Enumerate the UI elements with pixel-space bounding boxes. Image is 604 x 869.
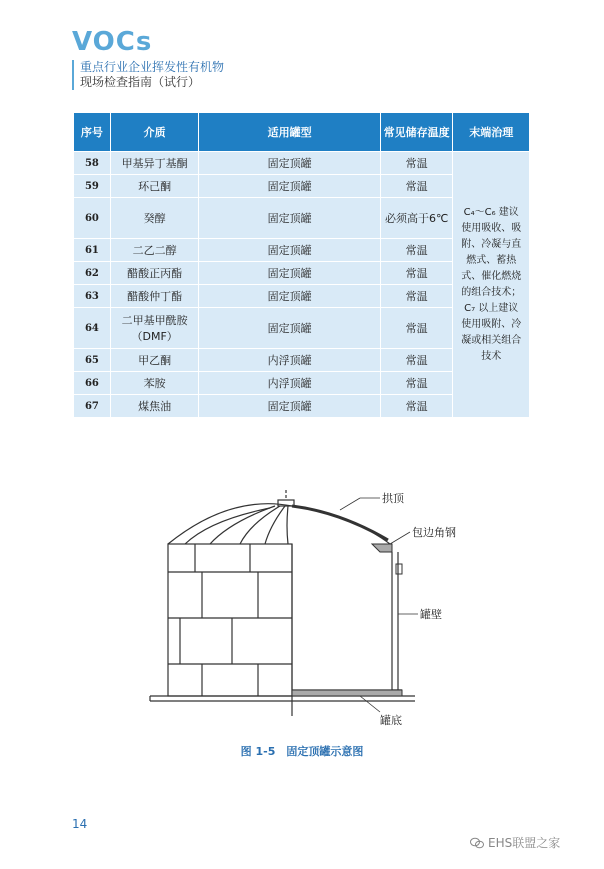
page-number: 14	[72, 817, 88, 831]
cell-treatment	[453, 152, 529, 417]
cell-medium: 环己酮	[111, 175, 199, 197]
cell-tank: 固定顶罐	[199, 152, 379, 174]
cell-no: 65	[74, 349, 110, 371]
cell-temp: 常温	[381, 175, 453, 197]
cell-temp: 必须高于6℃	[381, 198, 453, 238]
header-tank-type: 适用罐型	[199, 113, 379, 151]
header-temperature: 常见储存温度	[381, 113, 453, 151]
cell-no: 58	[74, 152, 110, 174]
treatment-line: 式、催化燃烧	[461, 270, 522, 282]
label-bottom: 罐底	[380, 714, 402, 727]
angle-steel	[372, 544, 392, 552]
cell-tank: 固定顶罐	[199, 395, 379, 417]
cell-tank: 固定顶罐	[199, 262, 379, 284]
cell-no: 60	[74, 198, 110, 238]
dome-roof	[168, 490, 390, 544]
cell-temp: 常温	[381, 262, 453, 284]
header-no: 序号	[74, 113, 110, 151]
page-header	[72, 28, 224, 90]
label-wall: 罐壁	[420, 608, 442, 621]
table-header-row	[74, 113, 529, 151]
treatment-line: C₄～C₆ 建议	[463, 206, 519, 218]
cell-medium: 二乙二醇	[111, 239, 199, 261]
brand-title: VOCs	[72, 27, 153, 57]
cell-medium: 煤焦油	[111, 395, 199, 417]
voc-table	[73, 112, 530, 418]
cell-medium: 苯胺	[111, 372, 199, 394]
subtitle-line2: 现场检查指南（试行）	[80, 75, 201, 89]
cell-temp: 常温	[381, 349, 453, 371]
cell-tank: 固定顶罐	[199, 285, 379, 307]
tank-cutaway-plates	[168, 544, 292, 696]
cell-tank: 固定顶罐	[199, 175, 379, 197]
treatment-line: 使用吸附、冷	[461, 318, 522, 330]
cell-tank: 内浮顶罐	[199, 372, 379, 394]
cell-medium: 甲基异丁基酮	[111, 152, 199, 174]
cell-medium: 癸醇	[111, 198, 199, 238]
cell-temp: 常温	[381, 372, 453, 394]
cell-tank: 固定顶罐	[199, 308, 379, 348]
fixed-roof-tank-diagram	[140, 484, 470, 734]
subtitle-block	[72, 60, 224, 90]
header-treatment: 末端治理	[453, 113, 529, 151]
watermark-text: EHS联盟之家	[488, 836, 561, 850]
watermark	[470, 834, 560, 851]
cell-temp: 常温	[381, 395, 453, 417]
cell-medium: 二甲基甲酰胺（DMF）	[111, 308, 199, 348]
wechat-icon	[470, 837, 484, 849]
cell-medium: 甲乙酮	[111, 349, 199, 371]
treatment-line: C₇ 以上建议	[464, 302, 519, 314]
cell-medium: 醋酸仲丁酯	[111, 285, 199, 307]
figure-caption: 图 1-5 固定顶罐示意图	[240, 745, 364, 758]
cell-tank: 固定顶罐	[199, 239, 379, 261]
cell-no: 67	[74, 395, 110, 417]
cell-temp: 常温	[381, 285, 453, 307]
cell-no: 62	[74, 262, 110, 284]
cell-tank: 固定顶罐	[199, 198, 379, 238]
cell-no: 61	[74, 239, 110, 261]
treatment-line: 燃式、蓄热	[466, 254, 517, 266]
cell-no: 66	[74, 372, 110, 394]
treatment-line: 使用吸收、吸	[461, 222, 522, 234]
subtitle-line1: 重点行业企业挥发性有机物	[80, 60, 225, 74]
treatment-line: 附、冷凝与直	[461, 238, 522, 250]
treatment-line: 的组合技术；	[461, 286, 522, 298]
cell-temp: 常温	[381, 152, 453, 174]
treatment-line: 技术	[481, 350, 502, 362]
cell-temp: 常温	[381, 239, 453, 261]
cell-medium: 醋酸正丙酯	[111, 262, 199, 284]
cell-tank: 内浮顶罐	[199, 349, 379, 371]
cell-no: 59	[74, 175, 110, 197]
cell-temp: 常温	[381, 308, 453, 348]
table-row	[74, 152, 529, 174]
header-medium: 介质	[111, 113, 199, 151]
cell-no: 63	[74, 285, 110, 307]
label-roof: 拱顶	[382, 492, 404, 505]
tank-bottom-plate	[292, 690, 402, 696]
cell-no: 64	[74, 308, 110, 348]
treatment-line: 凝或相关组合	[461, 334, 522, 346]
label-angle-steel: 包边角钢	[412, 526, 456, 539]
